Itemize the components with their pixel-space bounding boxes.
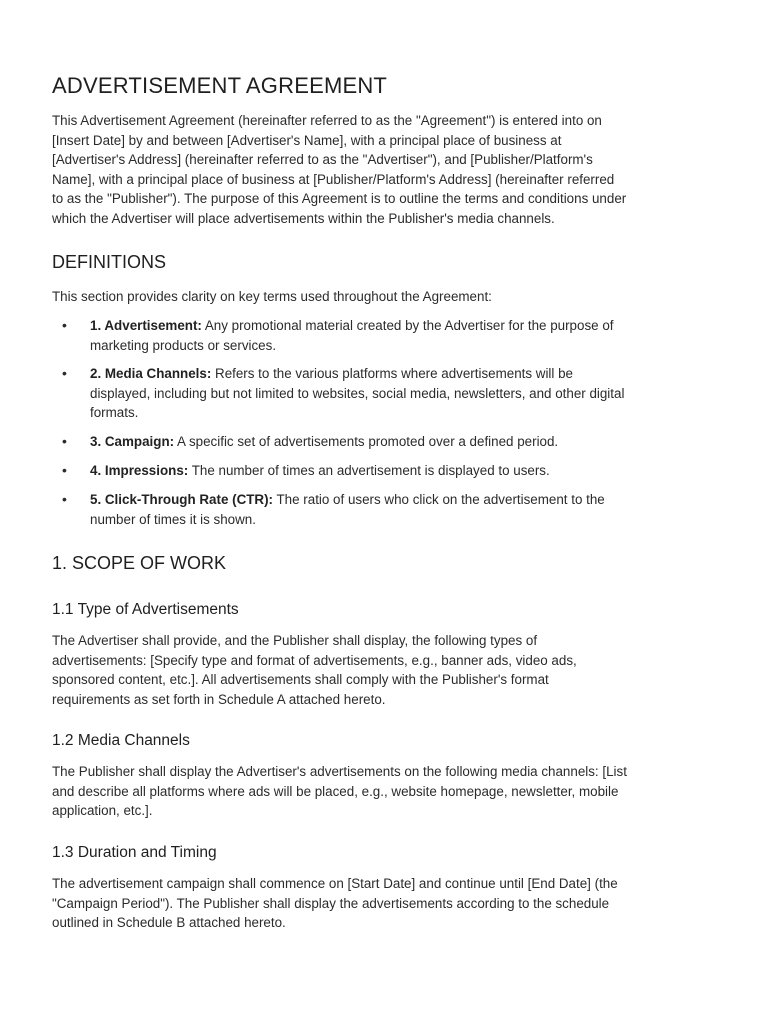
bullet-dot-icon: • xyxy=(62,491,67,507)
section-line: outlined in Schedule B attached hereto. xyxy=(52,915,286,930)
scope-heading: 1. SCOPE OF WORK xyxy=(52,553,227,573)
definition-text: Any promotional material created by the Advertiser for the purpose of xyxy=(201,318,614,333)
definition-text: formats. xyxy=(90,405,139,420)
definition-term: 2. Media Channels: xyxy=(90,366,212,381)
section-line: The Publisher shall display the Advertiser's advertisements on the following media channels: [List xyxy=(52,764,627,779)
definitions-heading: DEFINITIONS xyxy=(52,252,167,272)
section-paragraph xyxy=(52,631,722,709)
definition-text: A specific set of advertisements promoted over a defined period. xyxy=(174,434,559,449)
intro-line: Name], with a principal place of business at [Publisher/Platform's Address] (hereinafter referred xyxy=(52,171,615,187)
section-line: application, etc.]. xyxy=(52,803,153,818)
intro-line: to as the "Publisher"). The purpose of this Agreement is to outline the terms and conditions under xyxy=(52,191,627,206)
definition-term: 1. Advertisement: xyxy=(90,318,202,333)
definition-text: Refers to the various platforms where advertisements will be xyxy=(211,366,573,381)
definition-term: 3. Campaign: xyxy=(90,434,175,449)
section-line: and describe all platforms where ads will be placed, e.g., website homepage, newsletter, mobile xyxy=(52,783,619,799)
section-line: sponsored content, etc.]. All advertisements shall comply with the Publisher's format xyxy=(52,672,549,687)
intro-line: This Advertisement Agreement (hereinafter referred to as the "Agreement") is entered into on xyxy=(52,113,602,128)
section-line: The Advertiser shall provide, and the Publisher shall display, the following types of xyxy=(52,633,538,648)
intro-line: [Insert Date] by and between [Advertiser's Name], with a principal place of business at xyxy=(52,132,562,148)
section-line: The advertisement campaign shall commence on [Start Date] and continue until [End Date] (the xyxy=(52,876,618,891)
intro-paragraph xyxy=(52,111,722,228)
definition-text: The number of times an advertisement is displayed to users. xyxy=(188,463,550,478)
definition-term: 5. Click-Through Rate (CTR): xyxy=(90,492,274,507)
document-title: ADVERTISEMENT AGREEMENT xyxy=(52,73,388,98)
section-heading: 1.1 Type of Advertisements xyxy=(52,601,239,618)
section-paragraph xyxy=(52,762,722,821)
definition-text: The ratio of users who click on the advertisement to the xyxy=(273,492,605,507)
definition-term: 4. Impressions: xyxy=(90,463,189,478)
section-heading: 1.2 Media Channels xyxy=(52,732,190,749)
definition-text: displayed, including but not limited to websites, social media, newsletters, and other digital xyxy=(90,385,625,401)
section-line: advertisements: [Specify type and format of advertisements, e.g., banner ads, video ads, xyxy=(52,652,577,668)
section-heading: 1.3 Duration and Timing xyxy=(52,844,217,861)
bullet-dot-icon: • xyxy=(62,317,67,333)
section-line: requirements as set forth in Schedule A attached hereto. xyxy=(52,691,386,707)
definition-text: number of times it is shown. xyxy=(90,511,256,527)
definition-text: marketing products or services. xyxy=(90,337,277,353)
section-line: "Campaign Period"). The Publisher shall display the advertisements according to the schedule xyxy=(52,895,610,911)
bullet-dot-icon: • xyxy=(62,462,67,478)
intro-line: [Advertiser's Address] (hereinafter referred to as the "Advertiser"), and [Publisher/Platform's xyxy=(52,152,593,167)
definitions-intro: This section provides clarity on key terms used throughout the Agreement: xyxy=(52,289,492,304)
intro-line: which the Advertiser will place advertisements within the Publisher's media channels. xyxy=(52,210,555,226)
section-paragraph xyxy=(52,874,722,933)
bullet-dot-icon: • xyxy=(62,433,67,449)
bullet-dot-icon: • xyxy=(62,365,67,381)
